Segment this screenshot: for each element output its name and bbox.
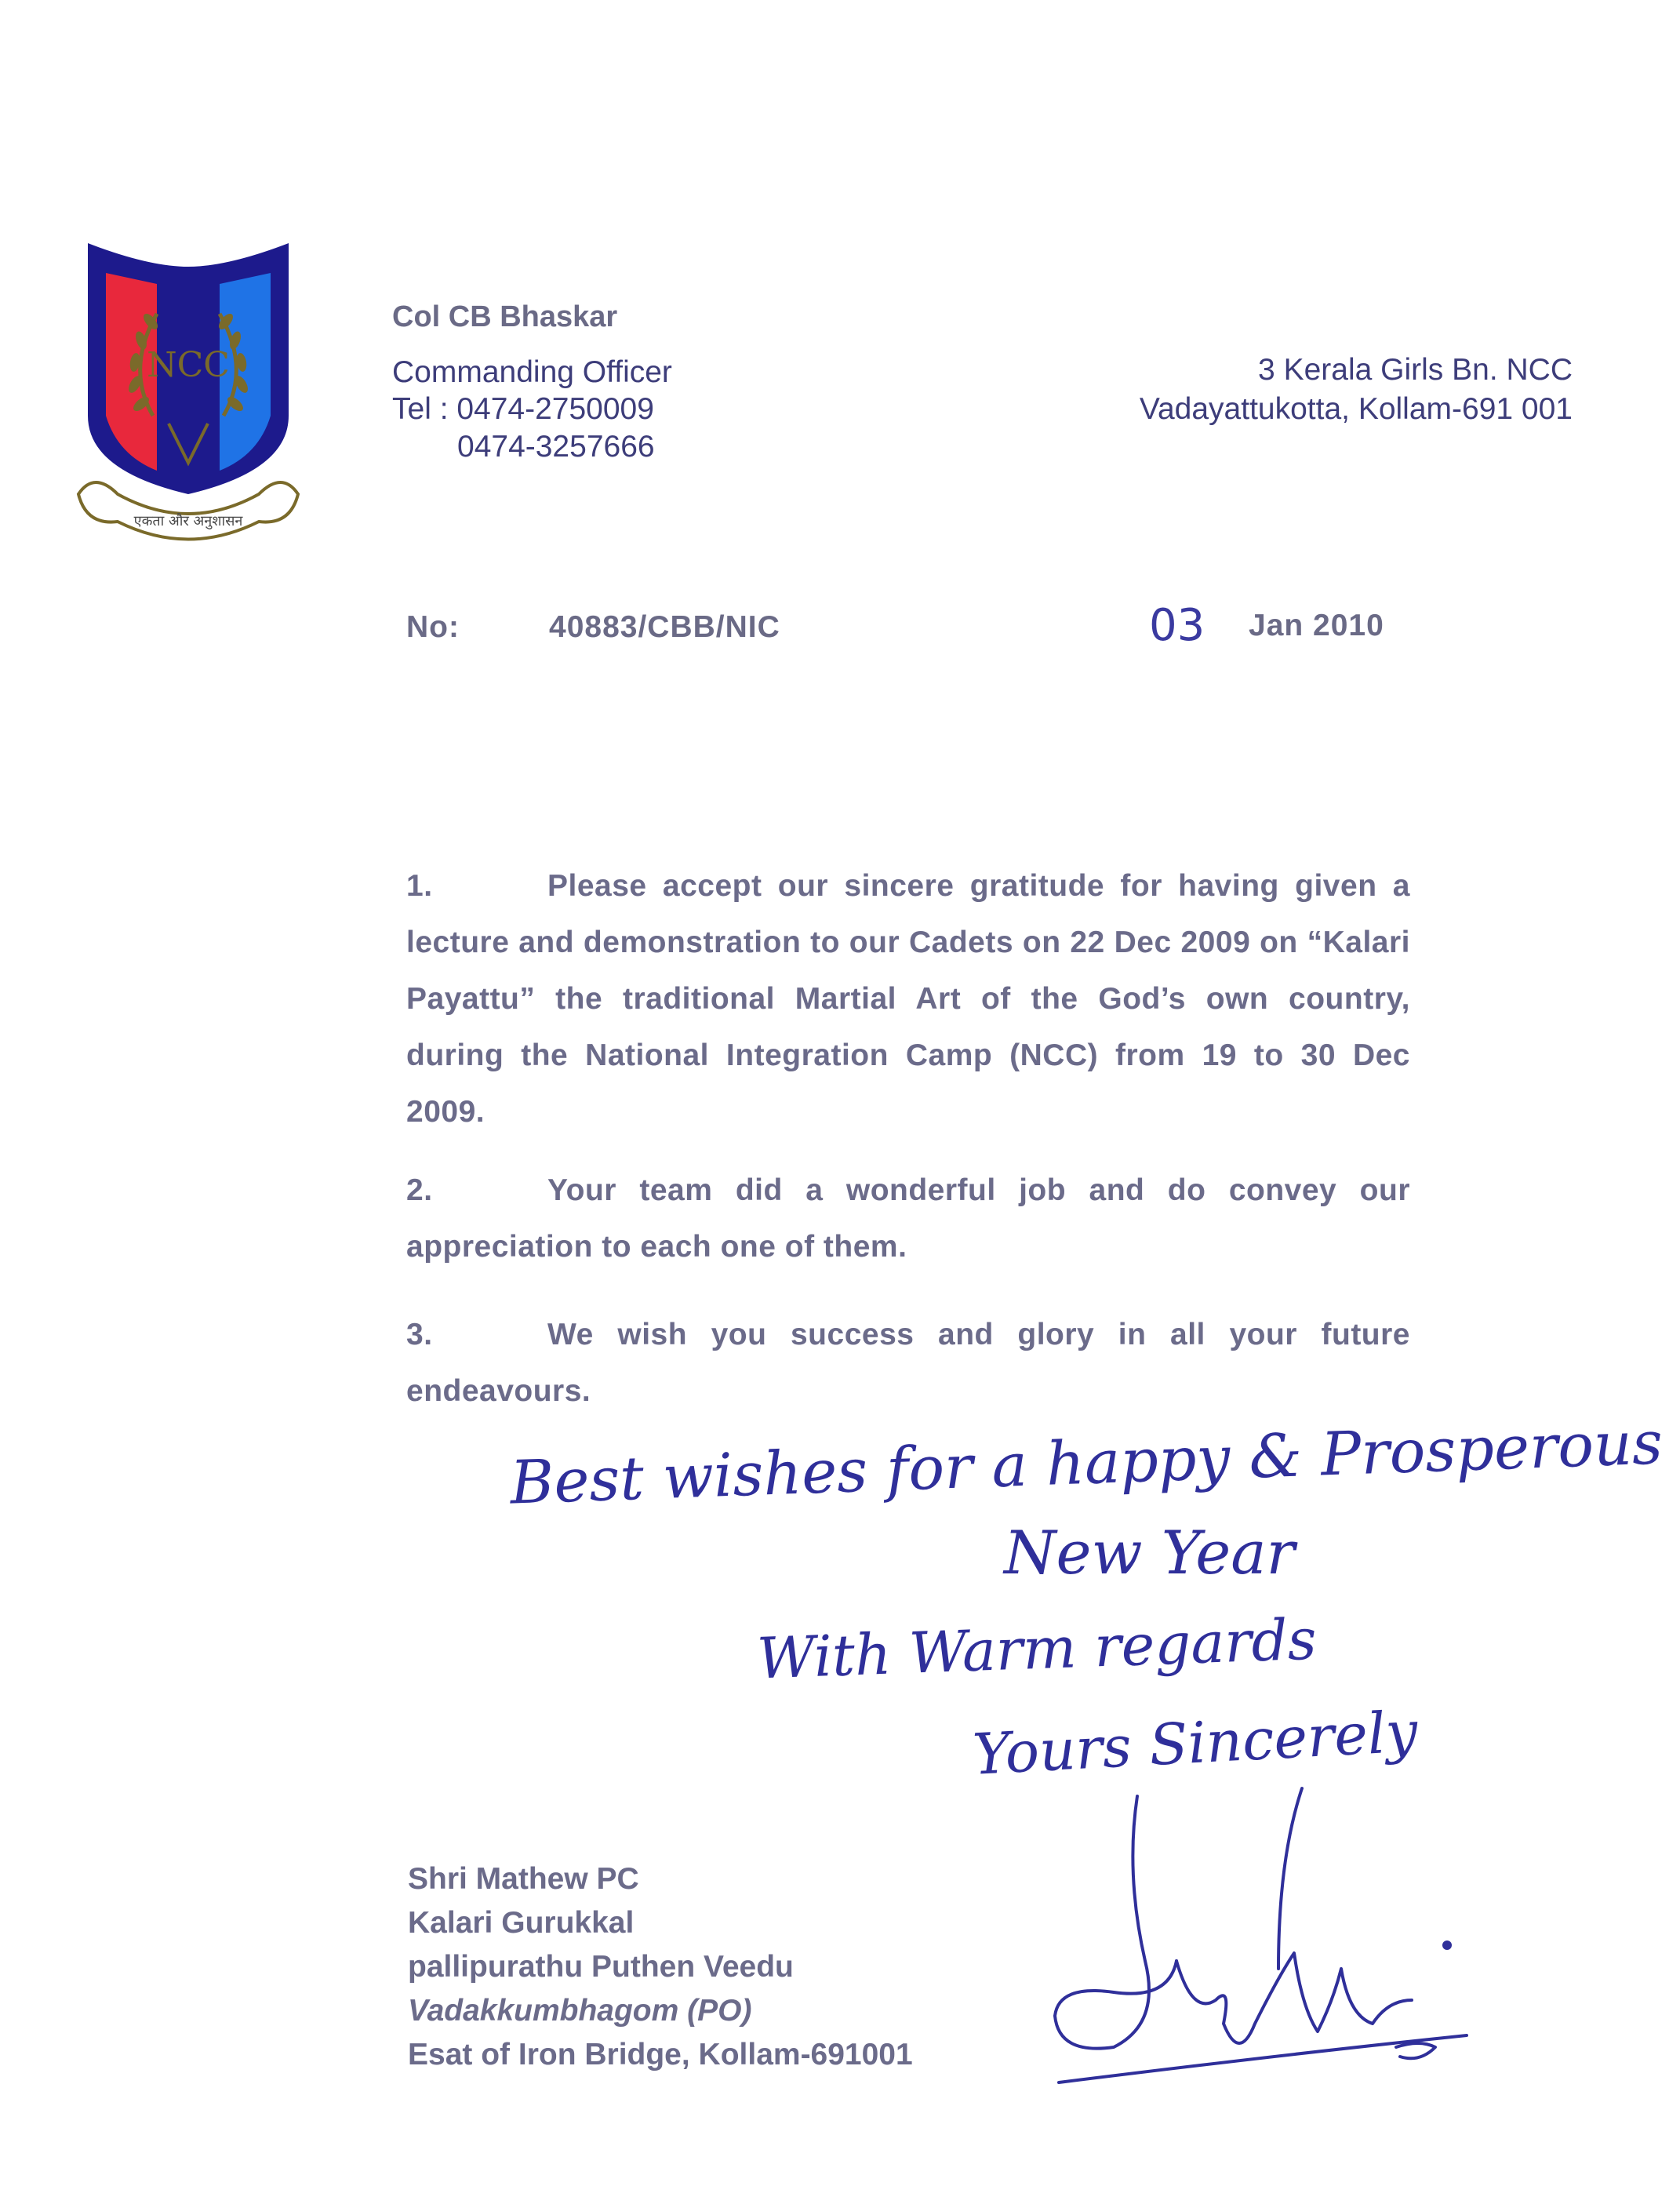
addressee-name: Shri Mathew PC — [408, 1862, 639, 1896]
paragraph-2-text: Your team did a wonderful job and do convey our appreciation to each one of them. — [406, 1173, 1410, 1264]
addressee-house: pallipurathu Puthen Veedu — [408, 1950, 794, 1984]
reference-no-label: No: — [406, 610, 460, 644]
addressee-city: Esat of Iron Bridge, Kollam-691001 — [408, 2038, 913, 2071]
unit-address: Vadayattukotta, Kollam-691 001 — [1139, 392, 1573, 426]
paragraph-1-number: 1. — [406, 869, 433, 903]
addressee-block — [408, 1857, 913, 2077]
ncc-emblem-logo — [63, 235, 314, 565]
addressee-title: Kalari Gurukkal — [408, 1906, 635, 1940]
unit-name: 3 Kerala Girls Bn. NCC — [1258, 353, 1573, 387]
handwritten-new-year: New Year — [1004, 1518, 1295, 1588]
handwritten-warm-regards: With Warm regards — [755, 1606, 1318, 1692]
paragraph-3 — [406, 1307, 1410, 1420]
paragraph-1 — [406, 858, 1410, 1140]
officer-telephone-1: Tel : 0474-2750009 — [392, 392, 654, 426]
paragraph-3-number: 3. — [406, 1318, 433, 1351]
handwritten-yours-sincerely: Yours Sincerely — [971, 1698, 1420, 1788]
date-month-year: Jan 2010 — [1249, 609, 1384, 642]
officer-designation: Commanding Officer — [392, 355, 672, 389]
emblem-scroll-text: एकता और अनुशासन — [133, 513, 243, 529]
emblem-badge-text: NCC — [147, 345, 230, 385]
handwritten-best-wishes: Best wishes for a happy & Prosperous — [508, 1407, 1664, 1518]
paragraph-2 — [406, 1162, 1410, 1275]
paragraph-1-text: Please accept our sincere gratitude for having given a lecture and demonstration to our Cadets on 22 Dec 2009 on “Kalari Payattu” the traditional Martial Art of the God’s own country, during the National Integration Camp (NCC) from 19 to 30 Dec 2009. — [406, 869, 1410, 1129]
paragraph-2-number: 2. — [406, 1173, 433, 1207]
officer-name: Col CB Bhaskar — [392, 300, 618, 333]
addressee-post-office: Vadakkumbhagom (PO) — [408, 1994, 752, 2028]
signature — [1043, 1765, 1482, 2094]
reference-no-value: 40883/CBB/NIC — [549, 610, 780, 644]
officer-telephone-2: 0474-3257666 — [457, 430, 655, 464]
paragraph-3-text: We wish you success and glory in all your future endeavours. — [406, 1318, 1410, 1408]
date-day-handwritten: 03 — [1149, 600, 1205, 651]
